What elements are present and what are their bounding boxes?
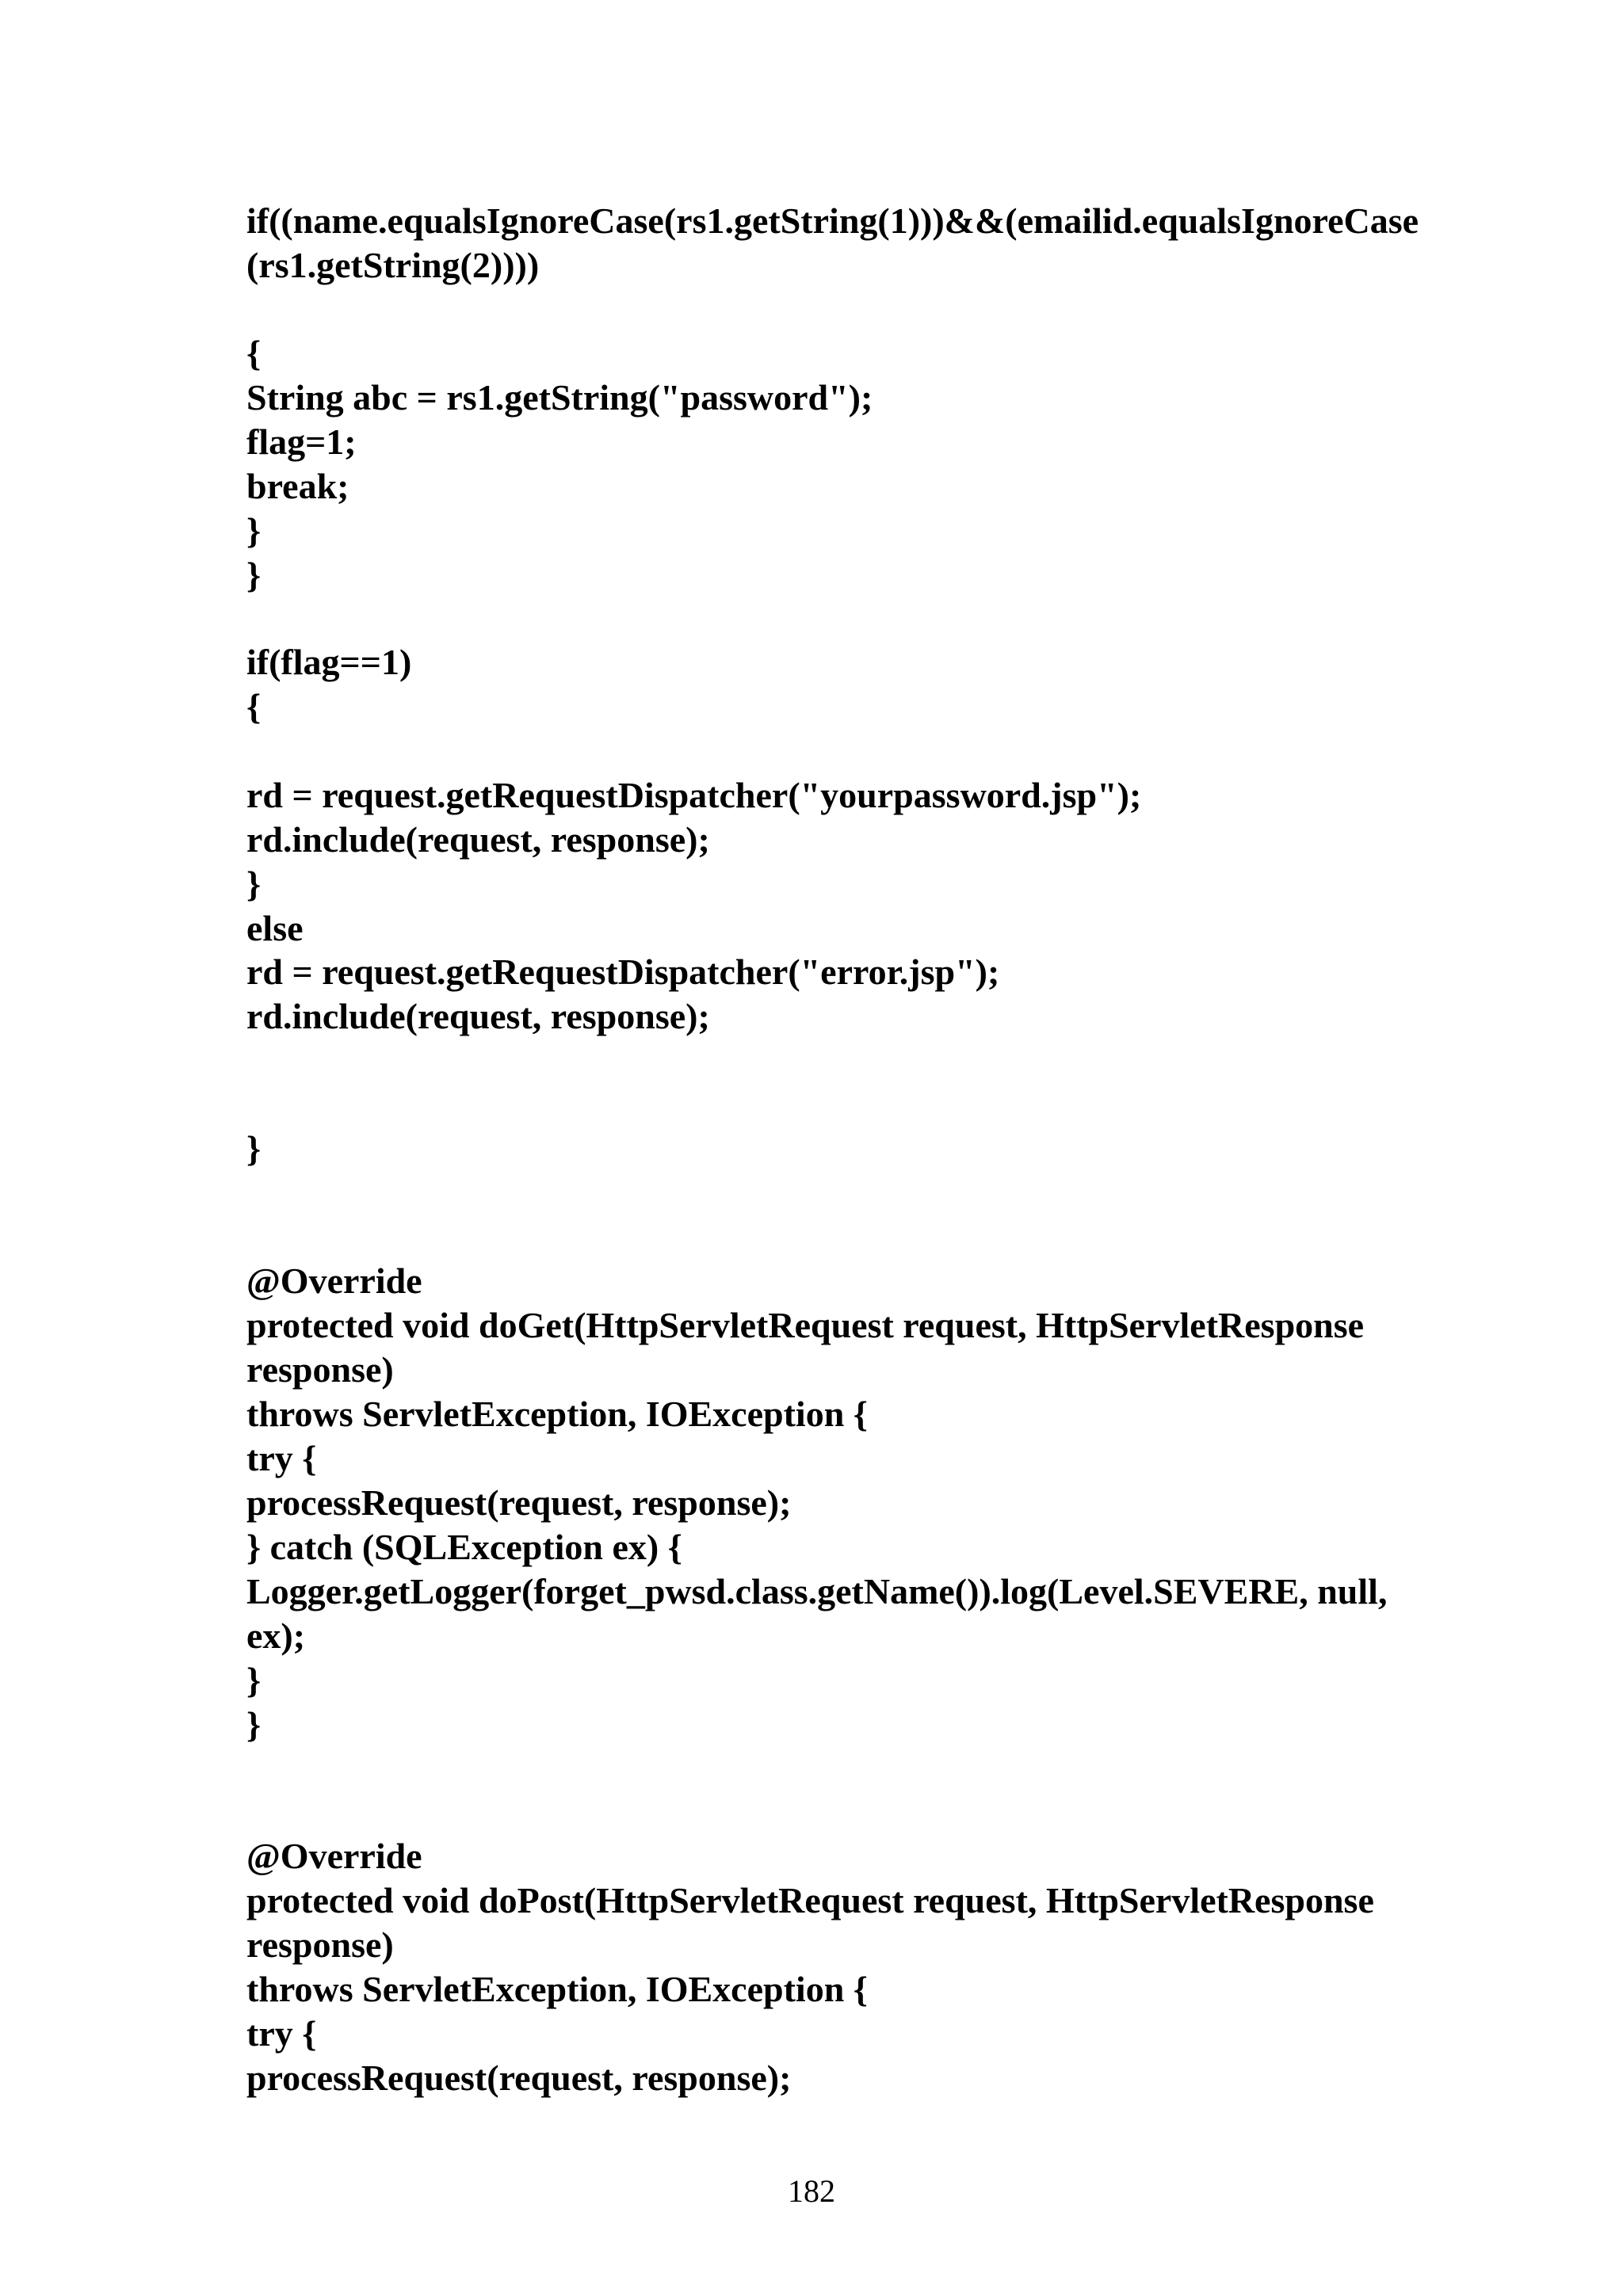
code-line: } [246,1660,262,1700]
code-line: if((name.equalsIgnoreCase(rs1.getString(1)))&&(emailid.equalsIgnoreCase [246,200,1419,241]
code-line: } [246,1128,262,1169]
code-line: @Override [246,1261,422,1301]
code-line: } [246,555,262,595]
code-line: ex); [246,1615,306,1656]
code-line: protected void doGet(HttpServletRequest request, HttpServletResponse [246,1305,1365,1345]
code-line: rd = request.getRequestDispatcher("yourpassword.jsp"); [246,775,1142,815]
code-line: (rs1.getString(2)))) [246,245,540,285]
code-line: String abc = rs1.getString("password"); [246,377,873,418]
code-line: } [246,864,262,904]
code-line: throws ServletException, IOException { [246,1969,868,2009]
code-line: response) [246,1924,394,1965]
code-line: throws ServletException, IOException { [246,1394,868,1434]
code-line: flag=1; [246,421,357,462]
code-line: @Override [246,1836,422,1876]
code-line: processRequest(request, response); [246,2058,792,2098]
code-line: if(flag==1) [246,642,412,682]
code-line: response) [246,1349,394,1390]
code-line: } catch (SQLException ex) { [246,1527,682,1567]
page-number: 182 [788,2173,835,2209]
code-line: } [246,510,262,551]
code-line: protected void doPost(HttpServletRequest request, HttpServletResponse [246,1880,1374,1920]
code-line: } [246,1704,262,1745]
code-line: rd = request.getRequestDispatcher("error.jsp"); [246,952,1000,992]
code-line: processRequest(request, response); [246,1482,792,1523]
code-line: Logger.getLogger(forget_pwsd.class.getName()).log(Level.SEVERE, null, [246,1571,1388,1611]
code-line: try { [246,2013,317,2054]
code-line: rd.include(request, response); [246,996,710,1036]
code-line: try { [246,1438,317,1478]
code-line: rd.include(request, response); [246,819,710,860]
code-line: { [246,686,262,727]
code-line: break; [246,466,349,506]
code-line: else [246,908,304,948]
code-line: { [246,333,262,373]
